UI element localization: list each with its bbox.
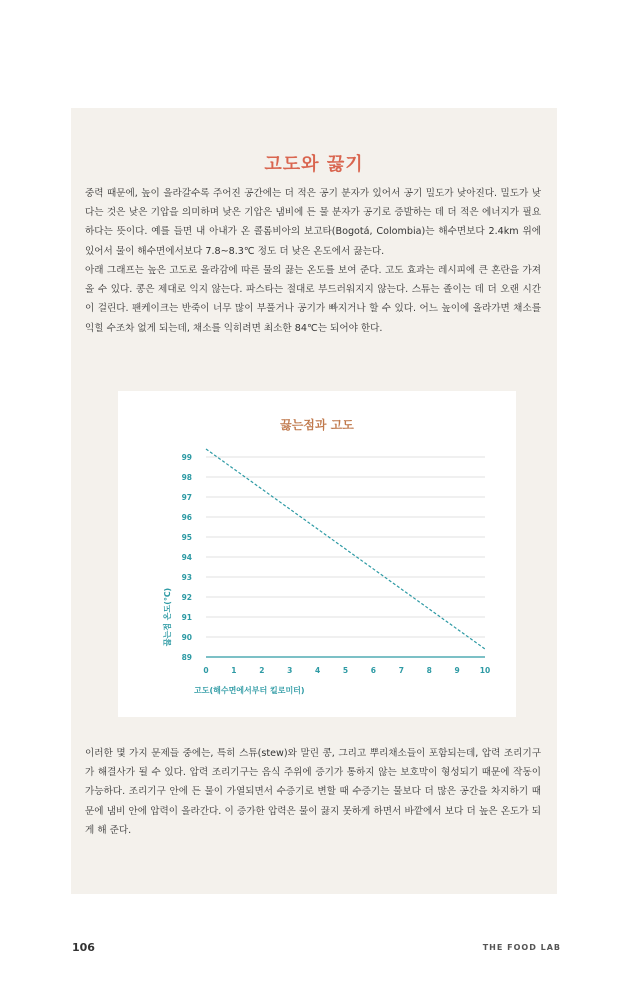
series-line [206, 449, 485, 649]
x-tick-label: 8 [426, 666, 432, 675]
y-tick-label: 91 [181, 613, 192, 622]
paragraph-graph-intro: 아래 그래프는 높은 고도로 올라감에 따른 물의 끓는 온도를 보여 준다. 고도 효과는 레시피에 큰 혼란을 가져올 수 있다. 콩은 제대로 익지 않는다. 파스타는 절대로 부드러워지지 않는다. 스튜는 졸이는 데 더 오랜 시간이 걸린다. 팬케이크는 반죽이 너무 많이 부풀거나 공기가 빠지거나 할 수 있다. 어느 높이에 올라가면 채소를 익힐 수조차 없게 되는데, 채소를 익히려면 최소한 84℃는 되어야 한다. [85, 265, 541, 334]
y-tick-label: 90 [181, 633, 192, 642]
y-tick-label: 95 [181, 533, 192, 542]
x-tick-label: 6 [370, 666, 377, 675]
y-axis-label: 끓는점 온도(℃) [163, 587, 172, 647]
page-background [71, 108, 557, 894]
paragraph-pressure-cooker: 이러한 몇 가지 문제들 중에는, 특히 스튜(stew)와 말린 콩, 그리고 뿌리채소들이 포함되는데, 압력 조리기구가 해결사가 될 수 있다. 압력 조리기구는 음식 주위에 증기가 통하지 않는 보호막이 형성되기 때문에 작동이 가능하다. 조리기구 안에 든 물이 가열되면서 수증기로 변할 때 수증기는 물보다 더 많은 공간을 차지하기 때문에 냄비 안에 압력이 올라간다. 이 증가한 압력은 물이 끓지 못하게 하면서 바깥에서 보다 더 높은 온도가 되게 해 준다. [85, 748, 541, 836]
boiling-altitude-chart [118, 391, 516, 717]
x-tick-label: 4 [314, 666, 321, 675]
y-tick-label: 98 [181, 473, 192, 482]
y-tick-label: 99 [181, 453, 192, 462]
page-title: 고도와 끓기 [264, 154, 364, 175]
page-number: 106 [72, 941, 95, 954]
y-tick-label: 97 [181, 493, 192, 502]
chart-card [118, 391, 516, 717]
y-tick-label: 89 [181, 653, 192, 662]
chart-title: 끓는점과 고도 [280, 418, 354, 432]
paragraph-gravity: 중력 때문에, 높이 올라갈수록 주어진 공간에는 더 적은 공기 분자가 있어서 공기 밀도가 낮아진다. 밀도가 낮다는 것은 낮은 기압을 의미하며 낮은 기압은 냄비에 든 물 분자가 공기로 증발하는 데 더 적은 에너지가 필요하다는 뜻이다. 예를 들면 내 아내가 온 콜롬비아의 보고타(Bogotá, Colombia)는 해수면보다 2.4km 위에 있어서 물이 해수면에서보다 7.8~8.3℃ 정도 더 낮은 온도에서 끓는다. [85, 188, 541, 257]
x-tick-label: 7 [398, 666, 404, 675]
y-tick-label: 96 [181, 513, 192, 522]
y-tick-label: 93 [181, 573, 192, 582]
book-title: THE FOOD LAB [482, 943, 561, 952]
x-tick-label: 2 [259, 666, 265, 675]
y-tick-label: 94 [181, 553, 192, 562]
x-tick-label: 9 [454, 666, 460, 675]
x-tick-label: 0 [203, 666, 209, 675]
x-tick-label: 5 [342, 666, 349, 675]
x-tick-label: 3 [287, 666, 293, 675]
x-tick-label: 1 [231, 666, 237, 675]
y-tick-label: 92 [181, 593, 192, 602]
x-axis-label: 고도(해수면에서부터 킬로미터) [194, 686, 305, 695]
x-tick-label: 10 [479, 666, 491, 675]
